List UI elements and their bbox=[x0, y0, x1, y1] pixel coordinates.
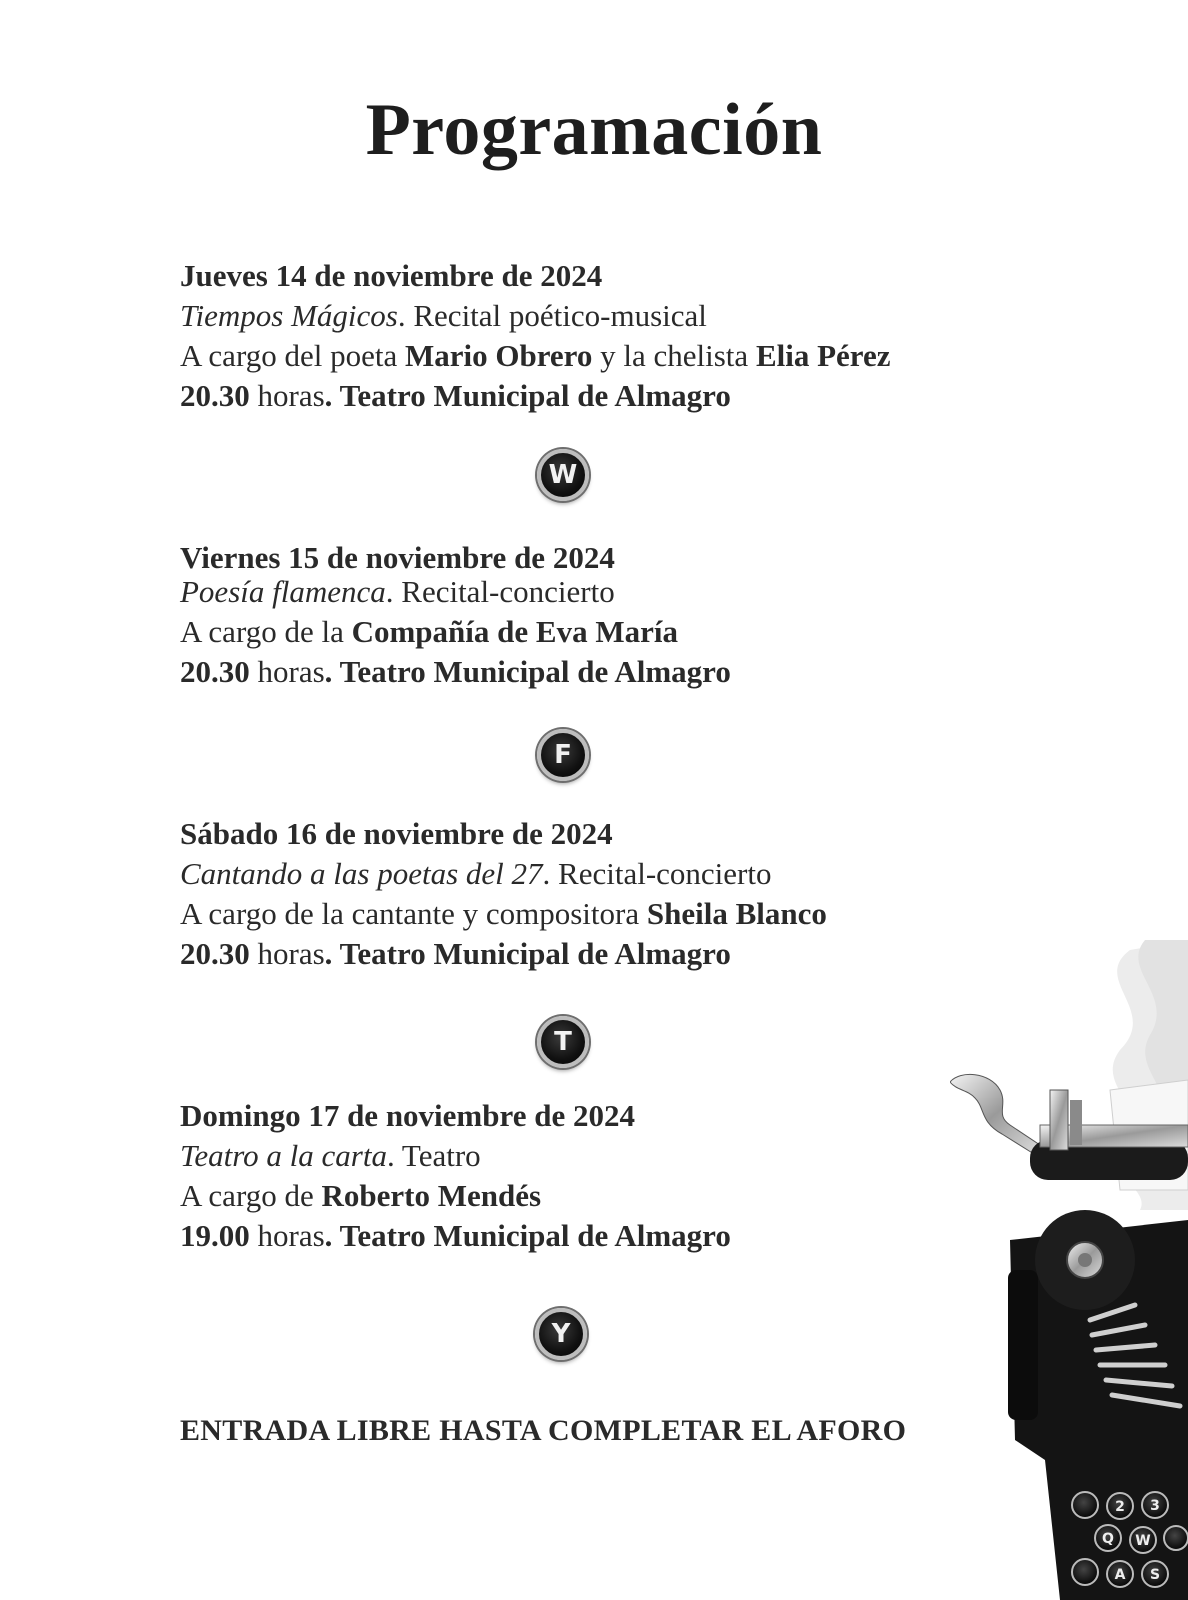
event-by-prefix: A cargo del poeta bbox=[180, 338, 405, 373]
event-performers bbox=[180, 612, 1080, 652]
event-show-title: Cantando a las poetas del 27 bbox=[180, 856, 543, 891]
event-performers bbox=[180, 336, 1080, 376]
event-time: 20.30 bbox=[180, 936, 250, 971]
event-by-prefix: A cargo de bbox=[180, 1178, 322, 1213]
event-date: Jueves 14 de noviembre de 2024 bbox=[180, 258, 603, 293]
event-show-type: . Teatro bbox=[386, 1138, 481, 1173]
event-venue: . Teatro Municipal de Almagro bbox=[324, 1218, 731, 1253]
event-show bbox=[180, 572, 1080, 612]
event-show bbox=[180, 854, 1080, 894]
typewriter-key-w-icon: W bbox=[537, 449, 589, 501]
event-performer-name: Sheila Blanco bbox=[646, 896, 827, 931]
event-thursday bbox=[180, 256, 1080, 416]
page-title: Programación bbox=[365, 89, 823, 171]
event-time: 20.30 bbox=[180, 654, 250, 689]
svg-text:S: S bbox=[1149, 1567, 1161, 1583]
event-by-middle: y la chelista bbox=[592, 338, 756, 373]
free-entry-notice: ENTRADA LIBRE HASTA COMPLETAR EL AFORO bbox=[180, 1414, 907, 1447]
event-performers bbox=[180, 1176, 1080, 1216]
event-time-venue bbox=[180, 1216, 1080, 1256]
typewriter-illustration-icon bbox=[950, 940, 1188, 1600]
typewriter-key-f-icon: F bbox=[537, 729, 589, 781]
event-time: 19.00 bbox=[180, 1218, 250, 1253]
event-venue: . Teatro Municipal de Almagro bbox=[324, 378, 731, 413]
typewriter-key-t-icon: T bbox=[537, 1016, 589, 1068]
event-time-venue bbox=[180, 652, 1080, 692]
event-show-type: . Recital-concierto bbox=[542, 856, 772, 891]
event-time-suffix: horas bbox=[249, 936, 325, 971]
event-performer-name-2: Elia Pérez bbox=[755, 338, 891, 373]
event-show-type: . Recital-concierto bbox=[385, 574, 615, 609]
typewriter-key-y-icon: Y bbox=[535, 1308, 587, 1360]
event-performer-name: Mario Obrero bbox=[404, 338, 593, 373]
event-venue: . Teatro Municipal de Almagro bbox=[324, 654, 731, 689]
event-date: Sábado 16 de noviembre de 2024 bbox=[180, 816, 613, 851]
event-date: Viernes 15 de noviembre de 2024 bbox=[180, 540, 615, 575]
event-saturday bbox=[180, 814, 1080, 974]
svg-text:3: 3 bbox=[1150, 1498, 1160, 1514]
event-by-prefix: A cargo de la cantante y compositora bbox=[180, 896, 647, 931]
event-show-title: Poesía flamenca bbox=[180, 574, 386, 609]
event-friday bbox=[180, 538, 1080, 692]
svg-text:W: W bbox=[1135, 1533, 1151, 1549]
event-performers bbox=[180, 894, 1080, 934]
event-time-suffix: horas bbox=[249, 654, 325, 689]
event-sunday bbox=[180, 1096, 1080, 1256]
event-time-venue bbox=[180, 934, 1080, 974]
event-show-title: Tiempos Mágicos bbox=[180, 298, 398, 333]
event-by-prefix: A cargo de la bbox=[180, 614, 352, 649]
event-performer-name: Compañía de Eva María bbox=[351, 614, 678, 649]
event-performer-name: Roberto Mendés bbox=[321, 1178, 542, 1213]
event-show-title: Teatro a la carta bbox=[180, 1138, 387, 1173]
event-date: Domingo 17 de noviembre de 2024 bbox=[180, 1098, 635, 1133]
event-time-suffix: horas bbox=[249, 378, 325, 413]
svg-text:2: 2 bbox=[1115, 1499, 1125, 1515]
event-time-venue bbox=[180, 376, 1080, 416]
event-show-type: . Recital poético-musical bbox=[397, 298, 707, 333]
event-venue: . Teatro Municipal de Almagro bbox=[324, 936, 731, 971]
svg-text:Q: Q bbox=[1102, 1531, 1114, 1547]
event-time-suffix: horas bbox=[249, 1218, 325, 1253]
event-time: 20.30 bbox=[180, 378, 250, 413]
event-show bbox=[180, 1136, 1080, 1176]
event-show bbox=[180, 296, 1080, 336]
svg-text:A: A bbox=[1114, 1567, 1126, 1583]
